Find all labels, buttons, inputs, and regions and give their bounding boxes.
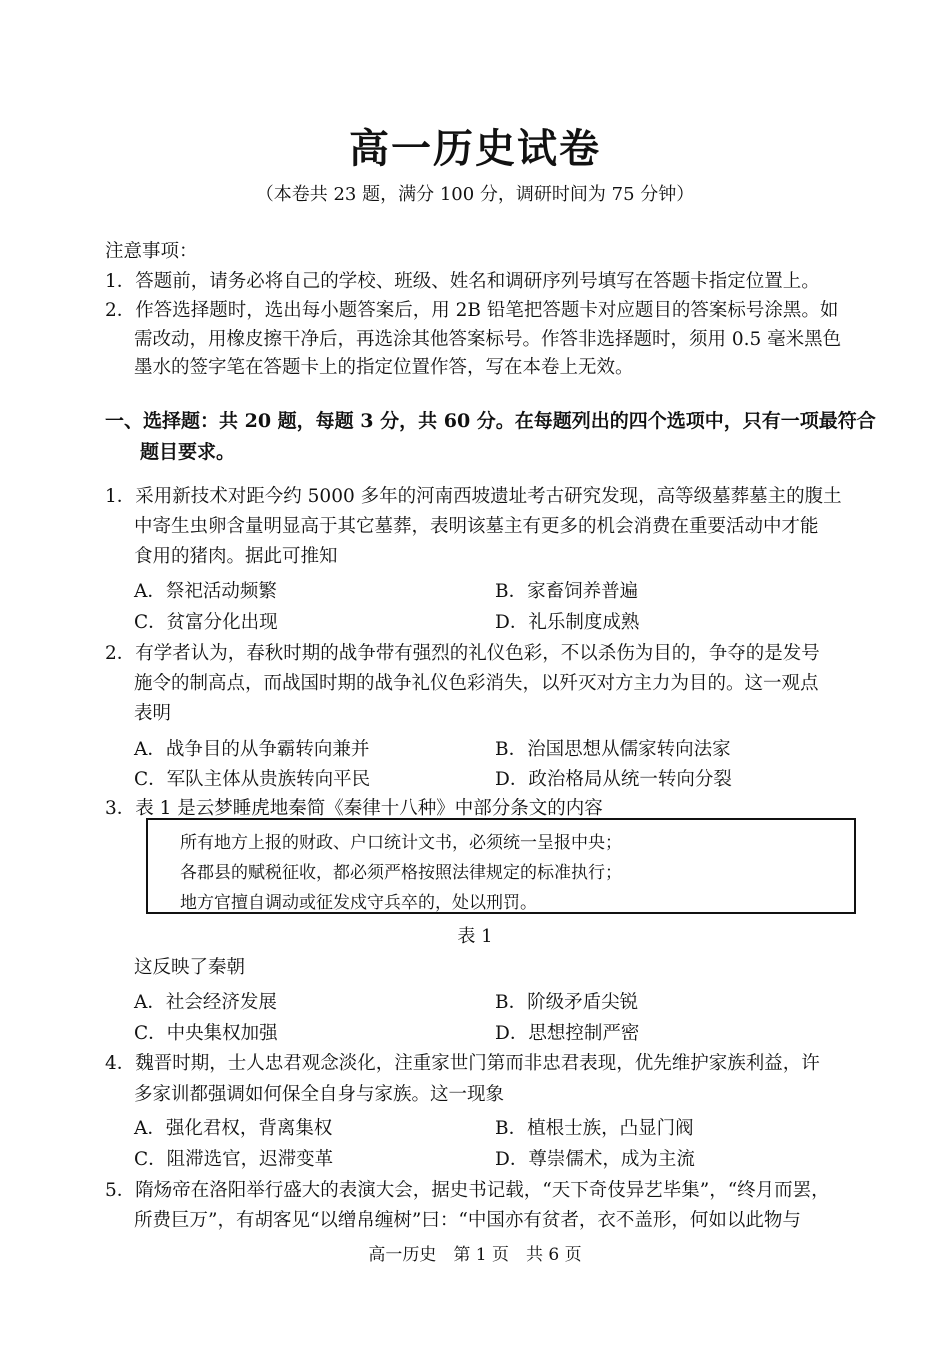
- notice-item-2-line-2: 需改动，用橡皮擦干净后，再选涂其他答案标号。作答非选择题时，须用 0.5 毫米黑色: [134, 329, 842, 350]
- q1-option-a: A．祭祀活动频繁: [134, 581, 277, 602]
- q3-table-row-3: 地方官擅自调动或征发戍守兵卒的，处以刑罚。: [180, 893, 537, 913]
- notice-item-2-line-3: 墨水的签字笔在答题卡上的指定位置作答，写在本卷上无效。: [134, 357, 634, 378]
- q3-option-a: A．社会经济发展: [134, 992, 277, 1013]
- q3-option-b: B．阶级矛盾尖锐: [495, 992, 639, 1013]
- q1-stem-line-2: 中寄生虫卵含量明显高于其它墓葬，表明该墓主有更多的机会消费在重要活动中才能: [134, 516, 819, 537]
- notice-heading: 注意事项：: [105, 241, 198, 262]
- q3-stem-line-1: 3．表 1 是云梦睡虎地秦简《秦律十八种》中部分条文的内容: [105, 798, 603, 819]
- q5-stem-line-2: 所费巨万”，有胡客见“以缯帛缠树”曰：“中国亦有贫者，衣不盖形，何如以此物与: [134, 1210, 801, 1231]
- section-heading-line-1: 一、选择题：共 20 题，每题 3 分，共 60 分。在每题列出的四个选项中，只有一项最符合: [105, 410, 876, 432]
- q1-stem-line-3: 食用的猪肉。据此可推知: [134, 546, 338, 567]
- notice-item-2-line-1: 2．作答选择题时，选出每小题答案后，用 2B 铅笔把答题卡对应题目的答案标号涂黑。如: [105, 300, 839, 321]
- q2-stem-line-1: 2．有学者认为，春秋时期的战争带有强烈的礼仪色彩，不以杀伤为目的，争夺的是发号: [105, 643, 820, 664]
- q1-option-b: B．家畜饲养普遍: [495, 581, 639, 602]
- q2-option-b: B．治国思想从儒家转向法家: [495, 739, 731, 760]
- q2-option-d: D．政治格局从统一转向分裂: [495, 769, 732, 790]
- q3-table-caption: 表 1: [457, 926, 493, 947]
- q1-stem-line-1: 1．采用新技术对距今约 5000 多年的河南西坡遗址考古研究发现，高等级墓葬墓主的腹土: [105, 486, 842, 507]
- q3-question-stem: 这反映了秦朝: [134, 957, 246, 978]
- q2-option-a: A．战争目的从争霸转向兼并: [134, 739, 370, 760]
- q5-stem-line-1: 5．隋炀帝在洛阳举行盛大的表演大会，据史书记载，“天下奇伎异艺毕集”，“终月而罢，: [105, 1180, 830, 1201]
- page-subtitle: （本卷共 23 题，满分 100 分，调研时间为 75 分钟）: [255, 184, 695, 205]
- q4-stem-line-1: 4．魏晋时期，士人忠君观念淡化，注重家世门第而非忠君表现，优先维护家族利益，许: [105, 1053, 820, 1074]
- q4-option-c: C．阻滞选官，迟滞变革: [134, 1149, 334, 1170]
- q4-option-d: D．尊崇儒术，成为主流: [495, 1149, 695, 1170]
- q4-stem-line-2: 多家训都强调如何保全自身与家族。这一现象: [134, 1084, 505, 1105]
- notice-item-1: 1．答题前，请务必将自己的学校、班级、姓名和调研序列号填写在答题卡指定位置上。: [105, 271, 820, 292]
- q1-option-d: D．礼乐制度成熟: [495, 612, 640, 633]
- q2-option-c: C．军队主体从贵族转向平民: [134, 769, 371, 790]
- q2-stem-line-3: 表明: [134, 703, 172, 724]
- page-title: 高一历史试卷: [349, 125, 601, 172]
- q4-option-a: A．强化君权，背离集权: [134, 1118, 333, 1139]
- q3-table-row-1: 所有地方上报的财政、户口统计文书，必须统一呈报中央；: [180, 833, 622, 853]
- q4-option-b: B．植根士族，凸显门阀: [495, 1118, 694, 1139]
- q3-option-d: D．思想控制严密: [495, 1023, 640, 1044]
- q2-stem-line-2: 施令的制高点，而战国时期的战争礼仪色彩消失，以歼灭对方主力为目的。这一观点: [134, 673, 819, 694]
- q3-table-row-2: 各郡县的赋税征收，都必须严格按照法律规定的标准执行；: [180, 863, 622, 883]
- q3-option-c: C．中央集权加强: [134, 1023, 278, 1044]
- q1-option-c: C．贫富分化出现: [134, 612, 278, 633]
- section-heading-line-2: 题目要求。: [140, 441, 236, 463]
- q3-table-box: [146, 818, 856, 914]
- page-footer: 高一历史 第 1 页 共 6 页: [368, 1245, 582, 1265]
